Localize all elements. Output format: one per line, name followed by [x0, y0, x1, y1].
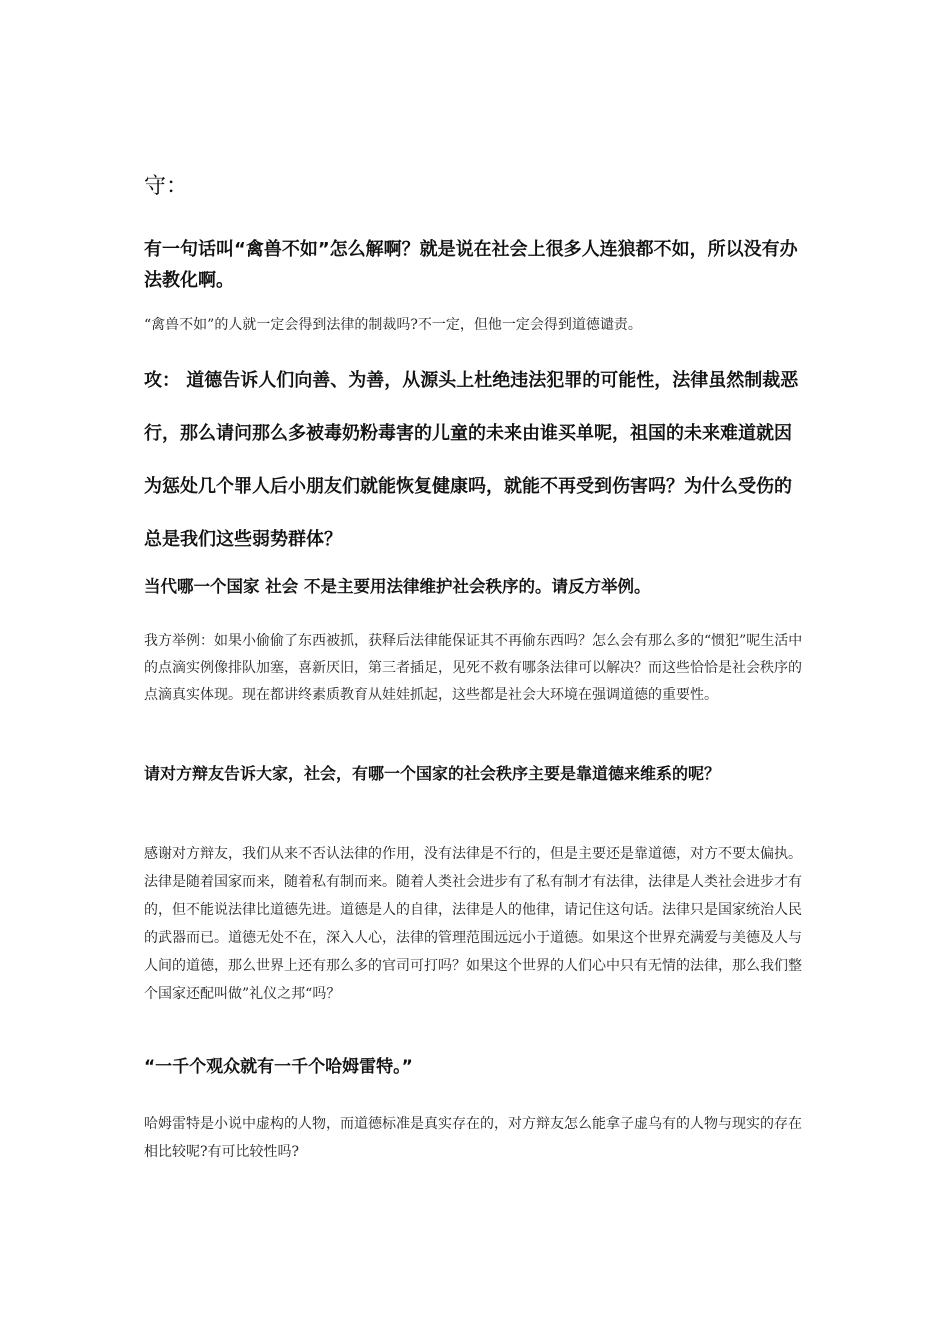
question-paragraph: 当代哪一个国家 社会 不是主要用法律维护社会秩序的。请反方举例。 — [144, 577, 651, 596]
answer-paragraph: 哈姆雷特是小说中虚构的人物，而道德标准是真实存在的，对方辩友怎么能拿子虚乌有的人物与现实的存在相比较呢?有可比较性吗? — [144, 1116, 802, 1160]
attack-paragraph: 攻： 道德告诉人们向善、为善，从源头上杜绝违法犯罪的可能性，法律虽然制裁恶行，那么请问那么多被毒奶粉毒害的儿童的未来由谁买单呢，祖国的未来难道就因为惩处几个罪人后小朋友们就能恢复健康吗，就能不再受到伤害吗？为什么受伤的总是我们这些弱势群体？ — [144, 370, 799, 550]
answer-paragraph: 感谢对方辩友，我们从来不否认法律的作用，没有法律是不行的，但是主要还是靠道德，对方不要太偏执。法律是随着国家而来，随着私有制而来。随着人类社会进步有了私有制才有法律，法律是人类社会进步才有的，但不能说法律比道德先进。道德是人的自律，法律是人的他律，请记住这句话。法律只是国家统治人民的武器而已。道德无处不在，深入人心，法律的管理范围远远小于道德。如果这个世界充满爱与美德及人与人间的道德，那么世界上还有那么多的官司可打吗？如果这个世界的人们心中只有无情的法律，那么我们整个国家还配叫做”礼仪之邦“吗？ — [144, 846, 802, 1002]
question-paragraph: 请对方辩友告诉大家，社会，有哪一个国家的社会秩序主要是靠道德来维系的呢？ — [144, 764, 721, 783]
quote-paragraph: “一千个观众就有一千个哈姆雷特。” — [144, 1057, 413, 1077]
question-paragraph: 有一句话叫“禽兽不如”怎么解啊？就是说在社会上很多人连狼都不如，所以没有办法教化啊。 — [144, 239, 798, 291]
section-heading-defense: 守： — [144, 174, 189, 199]
answer-paragraph: “禽兽不如”的人就一定会得到法律的制裁吗?不一定，但他一定会得到道德谴责。 — [144, 317, 642, 333]
answer-paragraph: 我方举例：如果小偷偷了东西被抓，获释后法律能保证其不再偷东西吗？怎么会有那么多的“惯犯”呢生活中的点滴实例像排队加塞，喜新厌旧，第三者插足，见死不救有哪条法律可以解决？而这些恰恰是社会秩序的点滴真实体现。现在都讲终素质教育从娃娃抓起，这些都是社会大环境在强调道德的重要性。 — [144, 633, 803, 703]
